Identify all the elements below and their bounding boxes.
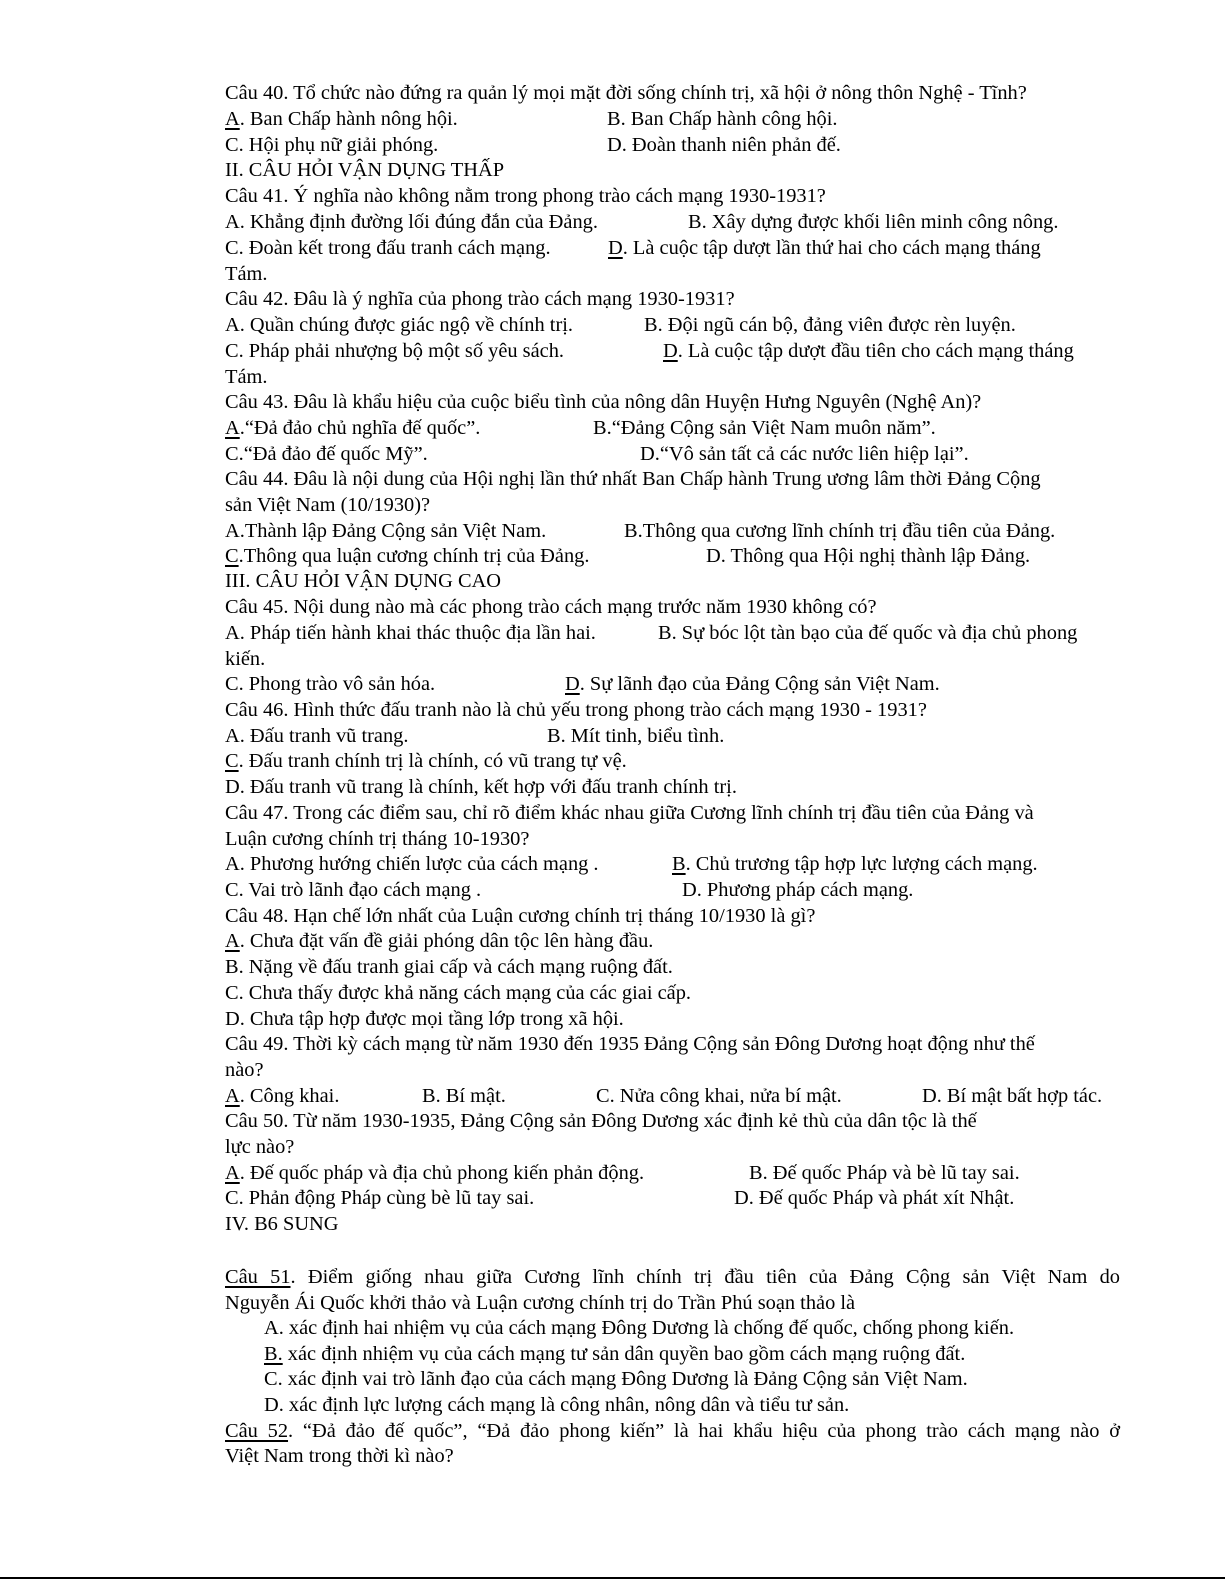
section-heading-4: IV. B6 SUNG [225, 1213, 339, 1235]
q52-stem [225, 1418, 1120, 1444]
q48-stem: Câu 48. Hạn chế lớn nhất của Luận cương chính trị tháng 10/1930 là gì? [225, 905, 816, 927]
q42-option-c: C. Pháp phải nhượng bộ một số yêu sách. [225, 340, 564, 362]
q41-stem: Câu 41. Ý nghĩa nào không nằm trong phong trào cách mạng 1930-1931? [225, 185, 826, 207]
q43-options-ab [225, 415, 936, 441]
q44-answer-letter: C [225, 545, 239, 567]
q42-option-d [663, 338, 1074, 364]
q46-option-b: B. Mít tinh, biểu tình. [547, 725, 725, 747]
q48-option-d: D. Chưa tập hợp được mọi tầng lớp trong xã hội. [225, 1008, 624, 1030]
q40-answer-letter: A [225, 108, 240, 130]
q47-options-ab [225, 851, 1038, 877]
q51-option-b [264, 1341, 965, 1367]
q41-answer-letter: D [608, 237, 623, 259]
q44-option-d: D. Thông qua Hội nghị thành lập Đảng. [706, 545, 1031, 567]
q51-stem-text: . Điểm giống nhau giữa Cương lĩnh chính trị đầu tiên của Đảng Cộng sản Việt Nam do [290, 1266, 1120, 1288]
q49-option-d: D. Bí mật bất hợp tác. [922, 1085, 1103, 1107]
q47-answer-letter: B [672, 853, 686, 875]
q50-options-ab [225, 1160, 1020, 1186]
q47-option-b [672, 851, 1038, 877]
q51-option-b-text: xác định nhiệm vụ của cách mạng tư sản dân quyền bao gồm cách mạng ruộng đất. [282, 1343, 966, 1365]
q50-option-b: B. Đế quốc Pháp và bè lũ tay sai. [749, 1162, 1020, 1184]
q46-stem: Câu 46. Hình thức đấu tranh nào là chủ yếu trong phong trào cách mạng 1930 - 1931? [225, 699, 927, 721]
q51-label: Câu 51 [225, 1266, 291, 1288]
q42-option-d-text: . Là cuộc tập dượt đầu tiên cho cách mạng tháng [677, 340, 1074, 362]
q42-stem: Câu 42. Đâu là ý nghĩa của phong trào cách mạng 1930-1931? [225, 288, 735, 310]
q52-stem-cont: Việt Nam trong thời kì nào? [225, 1445, 454, 1467]
q49-option-b: B. Bí mật. [422, 1085, 506, 1107]
q41-option-d-text: . Là cuộc tập dượt lần thứ hai cho cách mạng tháng [622, 237, 1041, 259]
q51-option-d: D. xác định lực lượng cách mạng là công nhân, nông dân và tiểu tư sản. [264, 1394, 850, 1416]
q43-option-b: B.“Đảng Cộng sản Việt Nam muôn năm”. [593, 417, 936, 439]
q49-answer-letter: A [225, 1085, 240, 1107]
q44-options-cd [225, 543, 1031, 569]
q47-options-cd [225, 877, 914, 903]
q48-option-a [225, 928, 653, 954]
q40-option-d: D. Đoàn thanh niên phản đế. [607, 134, 841, 156]
q42-option-a: A. Quần chúng được giác ngộ về chính trị. [225, 314, 573, 336]
q49-stem-cont: nào? [225, 1059, 264, 1081]
q43-option-a [225, 415, 480, 441]
q41-option-d-cont: Tám. [225, 263, 268, 285]
q50-option-a [225, 1160, 644, 1186]
q40-options-ab [225, 106, 838, 132]
q42-options-cd [225, 338, 1074, 364]
q43-option-c: C.“Đả đảo đế quốc Mỹ”. [225, 443, 428, 465]
q40-options-cd [225, 132, 841, 158]
q50-option-a-text: . Đế quốc pháp và địa chủ phong kiến phản động. [239, 1162, 645, 1184]
q49-option-c: C. Nửa công khai, nửa bí mật. [596, 1085, 842, 1107]
section-heading-2: II. CÂU HỎI VẬN DỤNG THẤP [225, 159, 505, 181]
q41-option-b: B. Xây dựng được khối liên minh công nông. [688, 211, 1059, 233]
q45-options-cd [225, 671, 940, 697]
q45-option-b-cont: kiến. [225, 648, 266, 670]
q50-stem-cont: lực nào? [225, 1136, 295, 1158]
q45-stem: Câu 45. Nội dung nào mà các phong trào cách mạng trước năm 1930 không có? [225, 596, 877, 618]
q44-option-c-text: .Thông qua luận cương chính trị của Đảng. [238, 545, 590, 567]
q45-options-ab [225, 620, 1078, 646]
q40-stem-text: Câu 40. Tổ chức nào đứng ra quản lý mọi mặt đời sống chính trị, xã hội ở nông thôn Nghệ - Tĩnh? [225, 82, 1027, 104]
q43-option-d: D.“Vô sản tất cả các nước liên hiệp lại”. [640, 443, 969, 465]
q51-stem [225, 1264, 1120, 1290]
q47-option-b-text: . Chủ trương tập hợp lực lượng cách mạng. [685, 853, 1038, 875]
q45-option-c: C. Phong trào vô sản hóa. [225, 673, 436, 695]
q46-option-d: D. Đấu tranh vũ trang là chính, kết hợp với đấu tranh chính trị. [225, 776, 737, 798]
q49-option-a [225, 1083, 339, 1109]
q41-option-d [608, 235, 1041, 261]
q48-option-a-text: . Chưa đặt vấn đề giải phóng dân tộc lên hàng đầu. [239, 930, 654, 952]
q47-option-d: D. Phương pháp cách mạng. [682, 879, 914, 901]
q43-stem: Câu 43. Đâu là khẩu hiệu của cuộc biểu tình của nông dân Huyện Hưng Nguyên (Nghệ An)? [225, 391, 982, 413]
page-bottom-rule [0, 1577, 1225, 1579]
q40-option-a [225, 106, 458, 132]
q41-options-ab [225, 209, 1059, 235]
q42-answer-letter: D [663, 340, 678, 362]
q48-option-b: B. Nặng về đấu tranh giai cấp và cách mạng ruộng đất. [225, 956, 673, 978]
q44-option-a: A.Thành lập Đảng Cộng sản Việt Nam. [225, 520, 547, 542]
q51-answer-letter: B. [264, 1343, 283, 1365]
q45-option-a: A. Pháp tiến hành khai thác thuộc địa lần hai. [225, 622, 596, 644]
q45-answer-letter: D [565, 673, 580, 695]
q50-option-d: D. Đế quốc Pháp và phát xít Nhật. [734, 1187, 1015, 1209]
q50-options-cd [225, 1185, 1015, 1211]
q46-answer-letter: C [225, 750, 239, 772]
q45-option-d-text: . Sự lãnh đạo của Đảng Cộng sản Việt Nam. [579, 673, 940, 695]
q50-option-c: C. Phản động Pháp cùng bè lũ tay sai. [225, 1187, 535, 1209]
q44-stem-cont: sản Việt Nam (10/1930)? [225, 494, 431, 516]
q47-option-a: A. Phương hướng chiến lược của cách mạng . [225, 853, 599, 875]
q48-option-c: C. Chưa thấy được khả năng cách mạng của các giai cấp. [225, 982, 691, 1004]
q44-options-ab [225, 518, 1056, 544]
q43-options-cd [225, 441, 969, 467]
q49-option-a-text: . Công khai. [239, 1085, 340, 1107]
q51-option-c: C. xác định vai trò lãnh đạo của cách mạng Đông Dương là Đảng Cộng sản Việt Nam. [264, 1368, 968, 1390]
q49-stem: Câu 49. Thời kỳ cách mạng từ năm 1930 đến 1935 Đảng Cộng sản Đông Dương hoạt động như thế [225, 1033, 1035, 1055]
q52-label: Câu 52 [225, 1420, 289, 1442]
q43-option-a-text: .“Đả đảo chủ nghĩa đế quốc”. [239, 417, 481, 439]
q51-option-a: A. xác định hai nhiệm vụ của cách mạng Đông Dương là chống đế quốc, chống phong kiến. [264, 1317, 1015, 1339]
q41-option-c: C. Đoàn kết trong đấu tranh cách mạng. [225, 237, 551, 259]
q42-option-d-cont: Tám. [225, 366, 268, 388]
q41-option-a: A. Khẳng định đường lối đúng đắn của Đảng. [225, 211, 598, 233]
q48-answer-letter: A [225, 930, 240, 952]
q40-option-c: C. Hội phụ nữ giải phóng. [225, 134, 439, 156]
q40-option-b: B. Ban Chấp hành công hội. [607, 108, 838, 130]
q46-option-c [225, 748, 627, 774]
q50-answer-letter: A [225, 1162, 240, 1184]
q44-option-b: B.Thông qua cương lĩnh chính trị đầu tiên của Đảng. [624, 520, 1056, 542]
q40-stem [225, 80, 1027, 106]
q42-option-b: B. Đội ngũ cán bộ, đảng viên được rèn luyện. [644, 314, 1016, 336]
q46-options-ab [225, 723, 725, 749]
q47-stem-cont: Luận cương chính trị tháng 10-1930? [225, 828, 530, 850]
q47-stem: Câu 47. Trong các điểm sau, chỉ rõ điểm khác nhau giữa Cương lĩnh chính trị đầu tiên của Đảng và [225, 802, 1034, 824]
q45-option-b: B. Sự bóc lột tàn bạo của đế quốc và địa chủ phong [658, 622, 1078, 644]
q47-option-c: C. Vai trò lãnh đạo cách mạng . [225, 879, 482, 901]
q40-option-a-text: . Ban Chấp hành nông hội. [239, 108, 458, 130]
q51-stem-cont: Nguyễn Ái Quốc khởi thảo và Luận cương chính trị do Trần Phú soạn thảo là [225, 1292, 856, 1314]
q44-option-c [225, 543, 589, 569]
q43-answer-letter: A [225, 417, 240, 439]
q46-option-a: A. Đấu tranh vũ trang. [225, 725, 409, 747]
q46-option-c-text: . Đấu tranh chính trị là chính, có vũ trang tự vệ. [238, 750, 627, 772]
q50-stem: Câu 50. Từ năm 1930-1935, Đảng Cộng sản Đông Dương xác định kẻ thù của dân tộc là thế [225, 1110, 977, 1132]
q45-option-d [565, 671, 940, 697]
q49-options [225, 1083, 1103, 1109]
q42-options-ab [225, 312, 1016, 338]
section-heading-3: III. CÂU HỎI VẬN DỤNG CAO [225, 570, 502, 592]
q52-stem-text: . “Đả đảo đế quốc”, “Đả đảo phong kiến” là hai khẩu hiệu của phong trào cách mạng nào ở [288, 1420, 1120, 1442]
q44-stem: Câu 44. Đâu là nội dung của Hội nghị lần thứ nhất Ban Chấp hành Trung ương lâm thời Đảng Cộng [225, 468, 1041, 490]
q41-options-cd [225, 235, 1041, 261]
